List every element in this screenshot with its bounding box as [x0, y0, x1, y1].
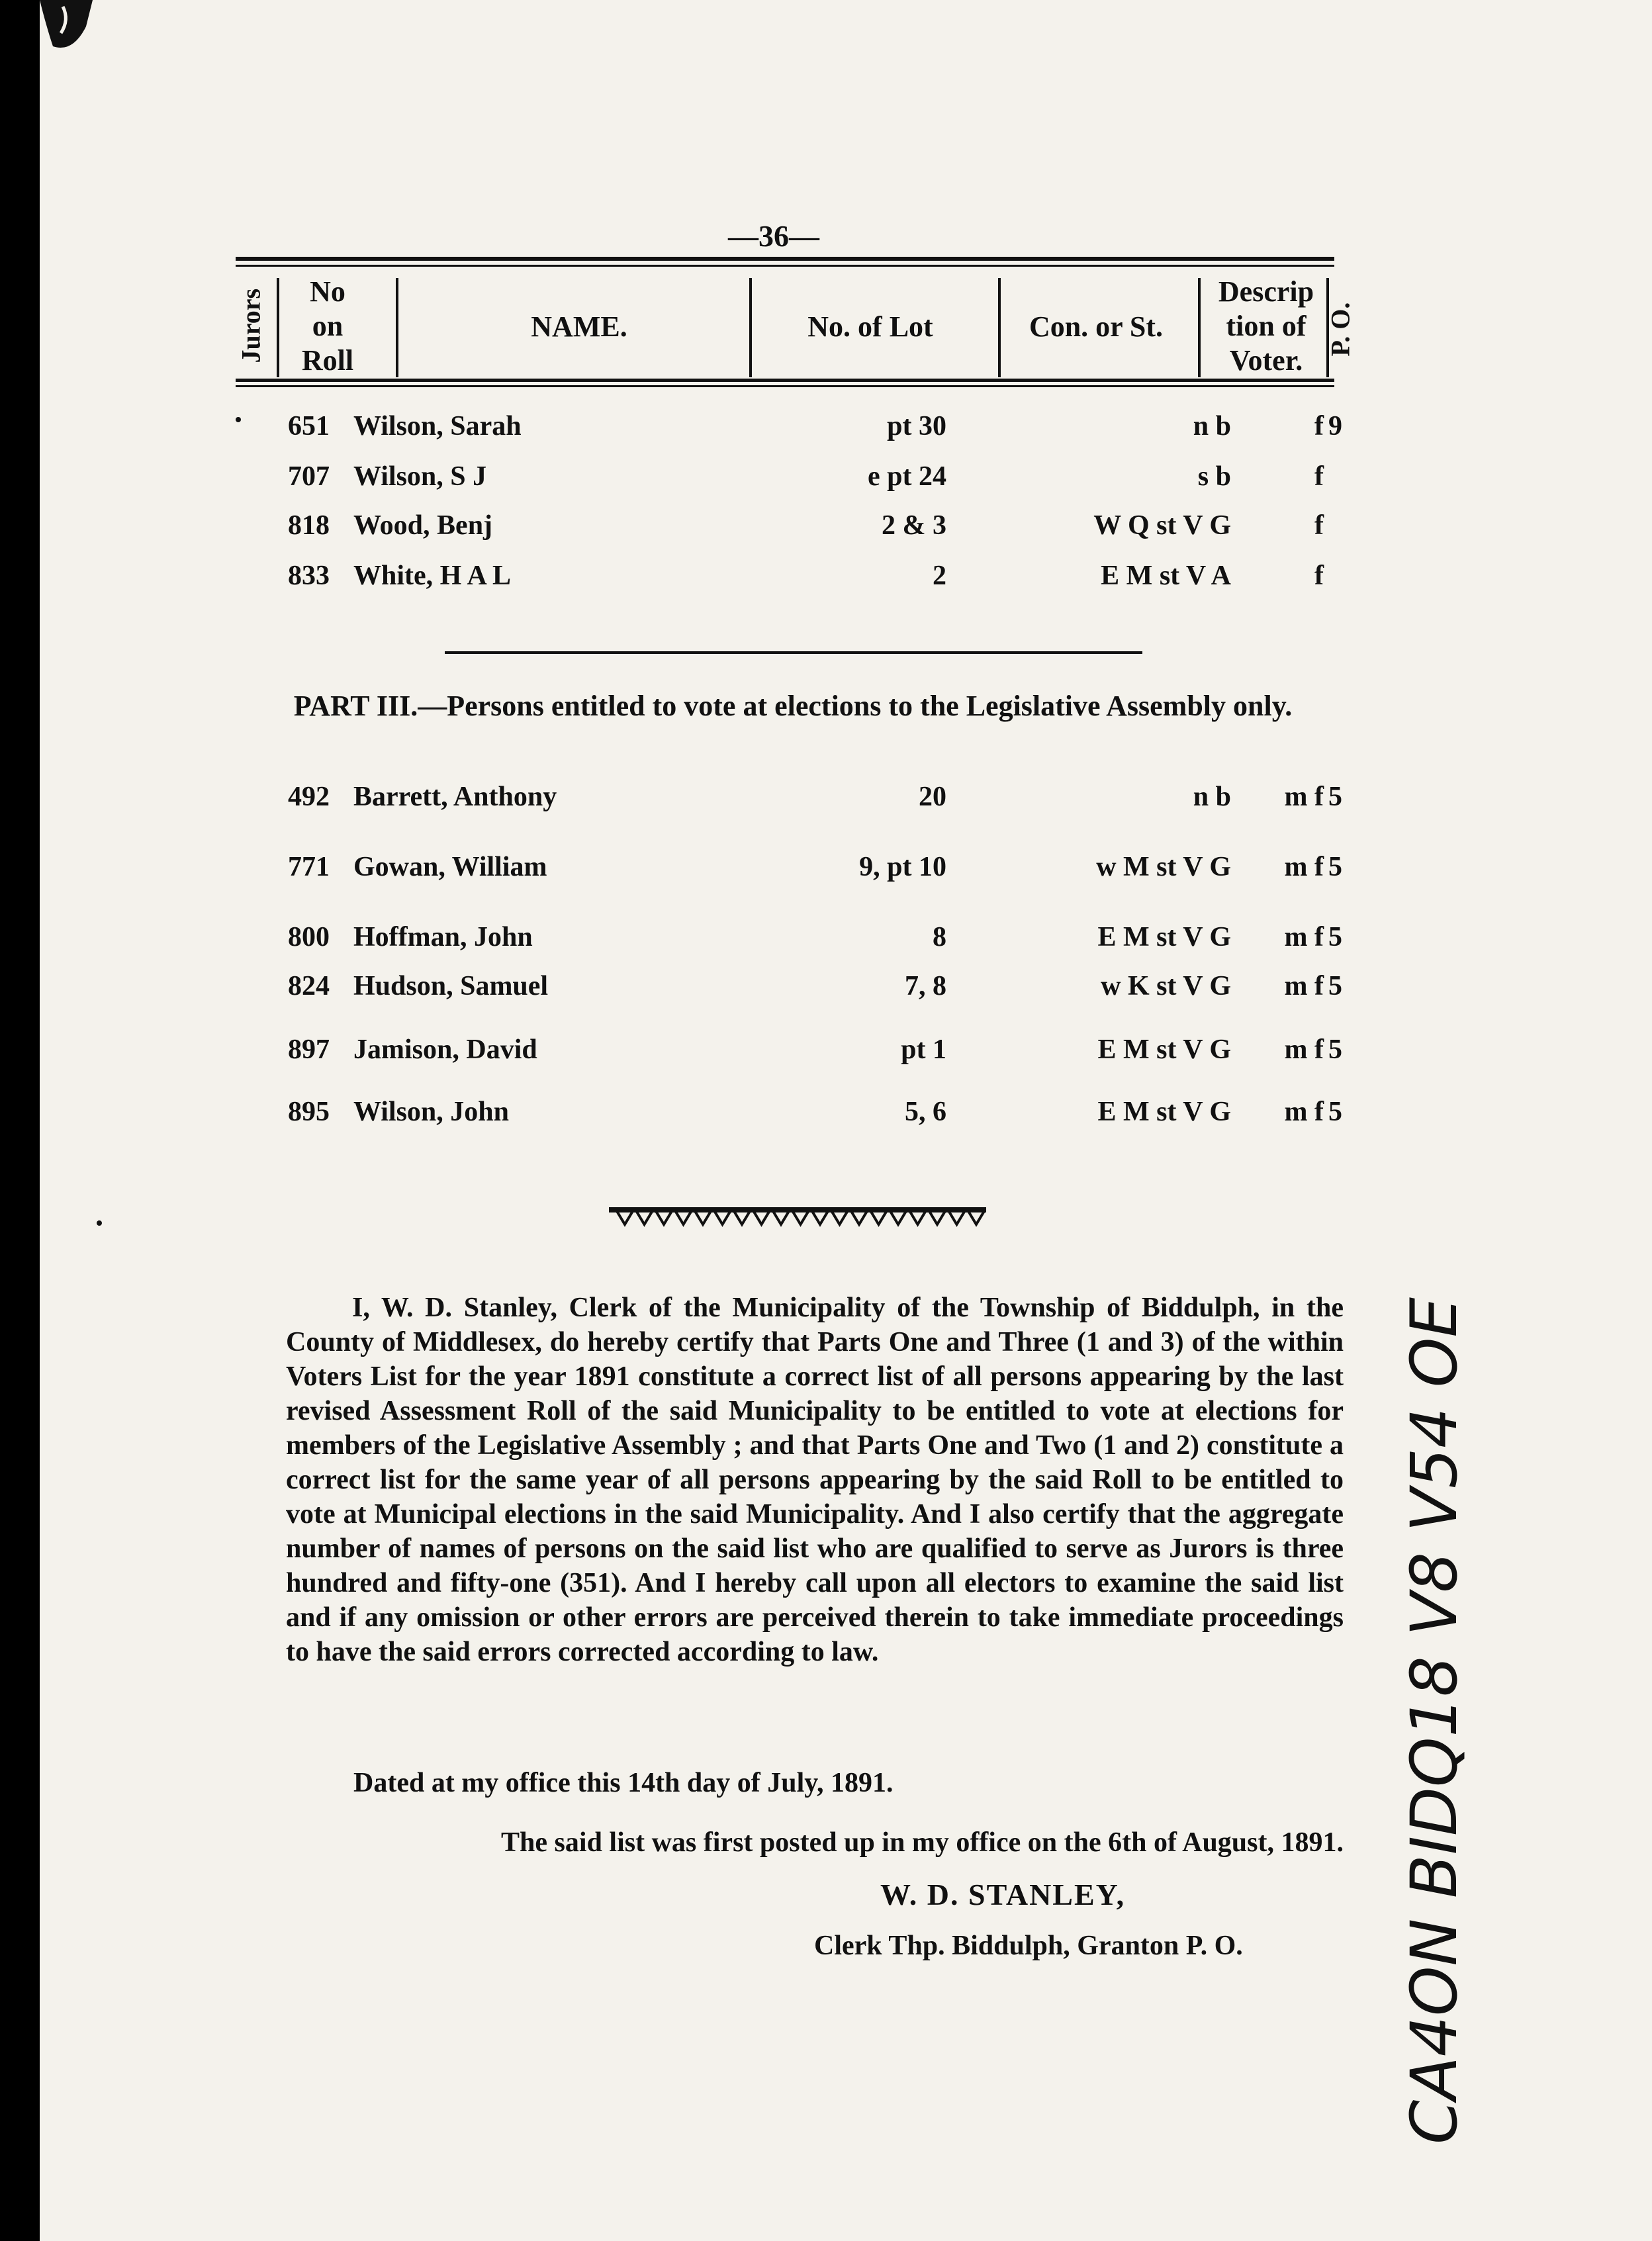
ornament-chevron [851, 1211, 867, 1224]
certificate-paragraph: I, W. D. Stanley, Clerk of the Municipality of the Township of Biddulph, in the County of Middlesex, do hereby certify that Parts One and Three (1 and 3) of the within Voters List for the year 1891 constitute a correct list of all persons appearing by the last revised Assessment Roll of the said Municipality to be entitled to vote at elections for members of the Legislative Assembly ; and that Parts One and Two (1 and 2) constitute a correct list for the same year of all persons appearing by the said Roll to be entitled to vote at Municipal elections in the said Municipality. And I also certify that the aggregate number of names of persons on the said list who are qualified to serve as Jurors is three hundred and fifty-one (351). And I hereby call upon all electors to examine the said list and if any omission or other errors are perceived therein to take immediate proceedings to have the said errors corrected according to law. [286, 1293, 1344, 1667]
header-rule-bottom-thin [236, 385, 1334, 387]
header-description: Descrip tion of Voter. [1218, 275, 1314, 377]
header-no-on-roll: No on Roll [301, 275, 354, 377]
header-name: NAME. [531, 310, 627, 343]
table-row: 707 Wilson, S J e pt 24 s b f [288, 461, 1324, 492]
ornament-chevron [617, 1211, 633, 1224]
ornament-chevron [812, 1211, 828, 1224]
decorative-ornament [609, 1203, 986, 1226]
ornament-chevron [929, 1211, 945, 1224]
column-divider [1198, 278, 1201, 377]
header-rule-bottom [236, 379, 1334, 382]
table-row: 800 Hoffman, John 8 E M st V G m f 5 [288, 922, 1342, 952]
table-row: 492 Barrett, Anthony 20 n b m f 5 [288, 782, 1342, 812]
ornament-chevron [949, 1211, 965, 1224]
ornament-chevron [734, 1211, 750, 1224]
ornament-chevron [695, 1211, 711, 1224]
ornament-chevron [871, 1211, 887, 1224]
speck [97, 1220, 102, 1226]
header-no-of-lot: No. of Lot [807, 310, 933, 343]
ornament-chevron [968, 1211, 984, 1224]
column-divider [749, 278, 752, 377]
table-row: 895 Wilson, John 5, 6 E M st V G m f 5 [288, 1097, 1342, 1127]
ornament-chevron [754, 1211, 770, 1224]
dated-line: Dated at my office this 14th day of July, 1891. [353, 1768, 894, 1798]
table-row: 651 Wilson, Sarah pt 30 n b f 9 [288, 411, 1342, 441]
column-divider [998, 278, 1001, 377]
table-row: 833 White, H A L 2 E M st V A f [288, 561, 1324, 591]
page-number: —36— [728, 219, 819, 253]
ornament-chevron [656, 1211, 672, 1224]
table-row: 824 Hudson, Samuel 7, 8 w K st V G m f 5 [288, 971, 1342, 1001]
signature-name: W. D. STANLEY, [880, 1878, 1126, 1911]
header-po: P. O. [1325, 302, 1355, 357]
posted-line: The said list was first posted up in my office on the 6th of August, 1891. [501, 1827, 1344, 1858]
header-jurors: Jurors [236, 288, 266, 363]
header-rule-top-thin [236, 265, 1334, 267]
document-page [40, 0, 1652, 2241]
column-divider [277, 278, 279, 377]
section-divider [445, 651, 1142, 654]
ornament-chevron [773, 1211, 789, 1224]
page-corner-mark [0, 0, 93, 86]
ornament-chevron [793, 1211, 809, 1224]
table-row: 897 Jamison, David pt 1 E M st V G m f 5 [288, 1034, 1342, 1065]
signature-title: Clerk Thp. Biddulph, Granton P. O. [814, 1931, 1243, 1961]
header-con-or-st: Con. or St. [1029, 310, 1164, 343]
ornament-chevron [890, 1211, 906, 1224]
table-row: 818 Wood, Benj 2 & 3 W Q st V G f [288, 510, 1324, 541]
handwritten-reference [1397, 1231, 1496, 2211]
ornament-chevron [910, 1211, 926, 1224]
part-three-title: PART III.—Persons entitled to vote at elections to the Legislative Assembly only. [293, 690, 1293, 722]
header-rule-top [236, 257, 1334, 261]
svg-text:CA4ON BIDQ18 V8 V54 OE: CA4ON BIDQ18 V8 V54 OE [1397, 1297, 1471, 2144]
ornament-chevron [637, 1211, 653, 1224]
column-divider [396, 278, 398, 377]
ornament-chevron [676, 1211, 692, 1224]
ornament-chevron [715, 1211, 731, 1224]
table-row: 771 Gowan, William 9, pt 10 w M st V G m f 5 [288, 852, 1342, 882]
ornament-chevron [832, 1211, 848, 1224]
